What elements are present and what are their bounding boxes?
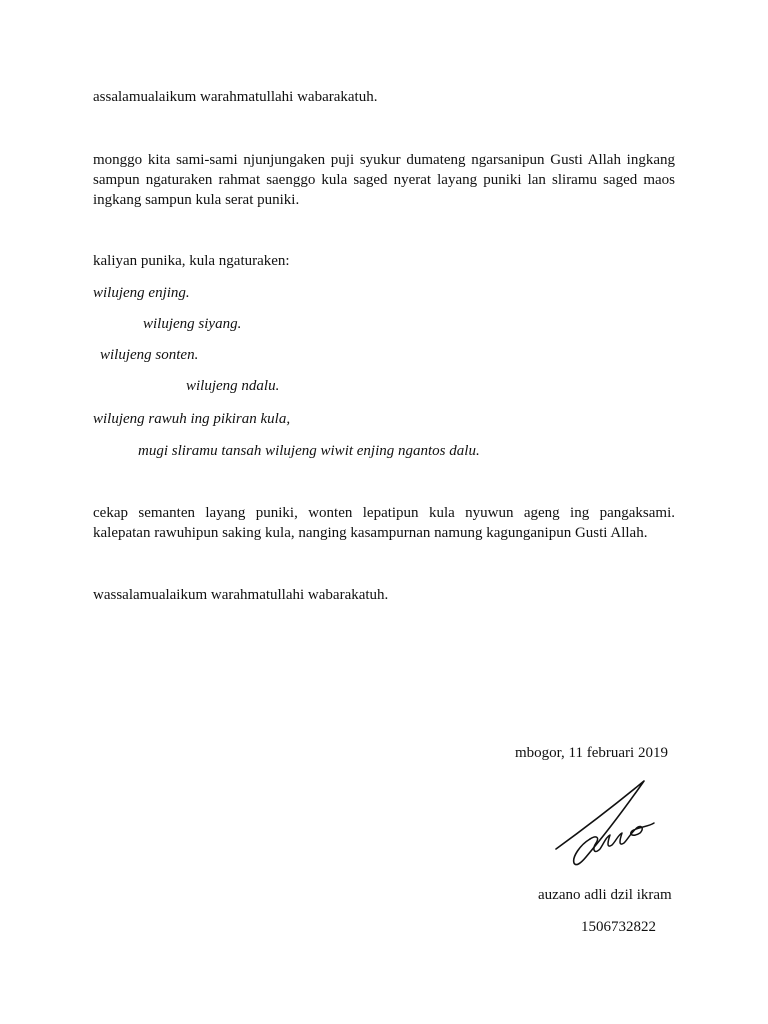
wishes-intro: kaliyan punika, kula ngaturaken:	[93, 253, 290, 269]
opening-line: ingkang sampun kula serat puniki.	[93, 192, 300, 208]
opening-line: sampun ngaturaken rahmat saenggo kula saged nyerat layang puniki lan sliramu saged maos	[93, 172, 675, 188]
greeting: assalamualaikum warahmatullahi wabarakatuh.	[93, 89, 378, 105]
closing-line: kalepatan rawuhipun saking kula, nanging kasampurnan namung kagunganipun Gusti Allah.	[93, 525, 648, 541]
wish-line: wilujeng rawuh ing pikiran kula,	[93, 411, 291, 427]
closing-line: cekap semanten layang puniki, wonten lepatipun kula nyuwun ageng ing pangaksami.	[93, 505, 675, 521]
wish-line: wilujeng enjing.	[93, 285, 190, 301]
wish-line: wilujeng siyang.	[143, 316, 242, 332]
wish-line: wilujeng ndalu.	[186, 378, 280, 394]
handwritten-signature	[548, 775, 663, 870]
farewell: wassalamualaikum warahmatullahi wabarakatuh.	[93, 587, 389, 603]
signer-id: 1506732822	[581, 919, 656, 935]
opening-line: monggo kita sami-sami njunjungaken puji syukur dumateng ngarsanipun Gusti Allah ingkang	[93, 152, 675, 168]
wish-line: wilujeng sonten.	[100, 347, 199, 363]
place-date: mbogor, 11 februari 2019	[515, 745, 668, 761]
opening-paragraph	[93, 150, 675, 210]
signer-name: auzano adli dzil ikram	[538, 887, 672, 903]
closing-paragraph	[93, 503, 675, 543]
wish-line: mugi sliramu tansah wilujeng wiwit enjing ngantos dalu.	[138, 443, 480, 459]
